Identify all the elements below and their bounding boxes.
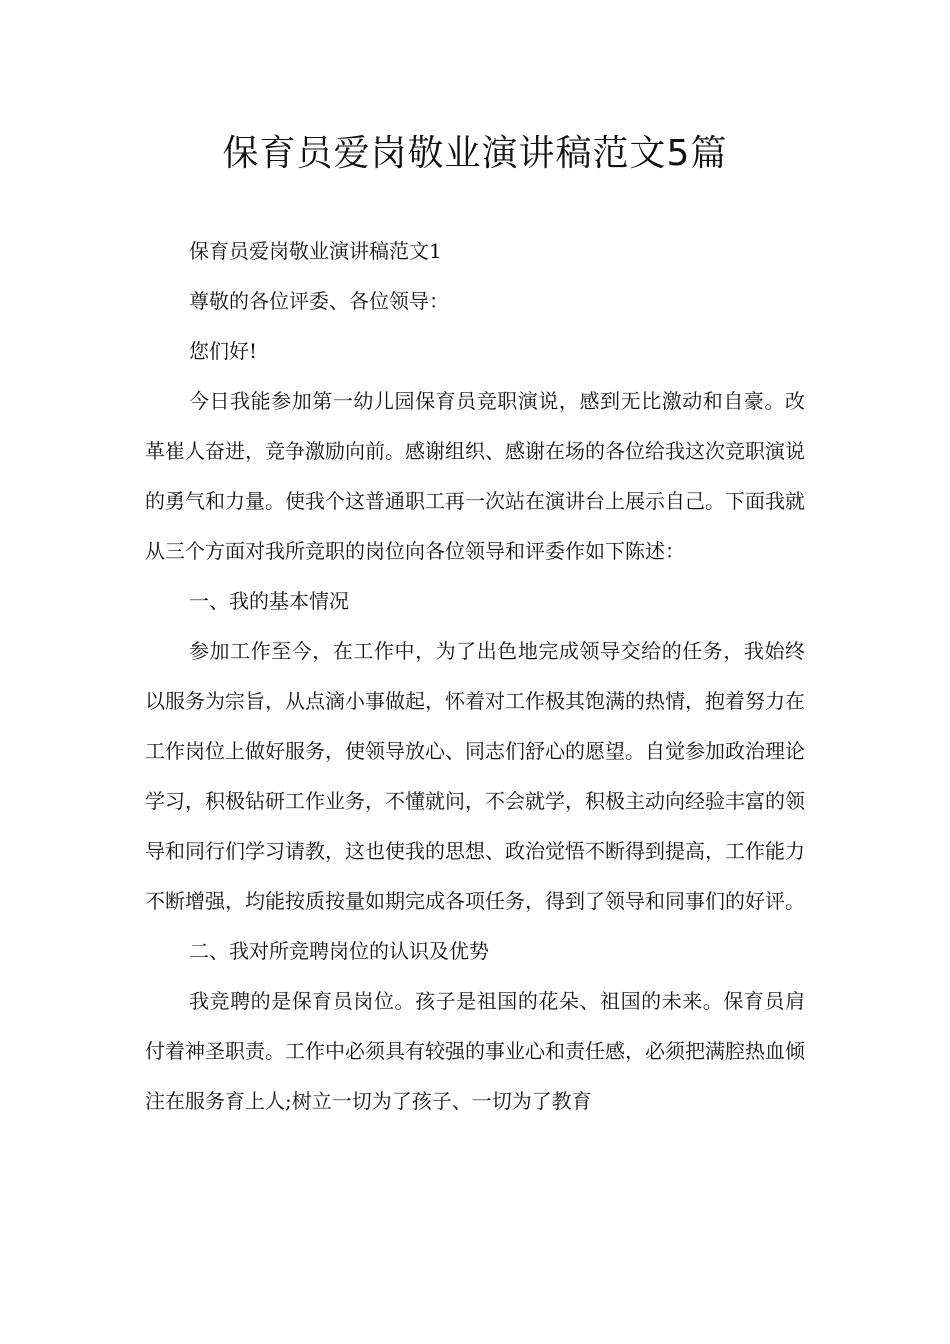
paragraph-intro: 今日我能参加第一幼儿园保育员竞职演说，感到无比激动和自豪。改革崔人奋进，竞争激励向前。感谢组织、感谢在场的各位给我这次竞职演说的勇气和力量。使我个这普通职工再一次站在演讲台上展示自己。下面我就从三个方面对我所竞职的岗位向各位领导和评委作如下陈述：: [145, 389, 805, 563]
paragraph-basic-info: 参加工作至今，在工作中，为了出色地完成领导交给的任务，我始终以服务为宗旨，从点滴小事做起，怀着对工作极其饱满的热情，抱着努力在工作岗位上做好服务，使领导放心、同志们舒心的愿望。自觉参加政治理论学习，积极钻研工作业务，不懂就问，不会就学，积极主动向经验丰富的领导和同行们学习请教，这也使我的思想、政治觉悟不断得到提高，工作能力不断增强，均能按质按量如期完成各项任务，得到了领导和同事们的好评。: [145, 639, 805, 913]
paragraph-greeting: 您们好!: [189, 339, 258, 363]
paragraph-salutation: 尊敬的各位评委、各位领导：: [189, 289, 449, 313]
paragraph-subtitle: 保育员爱岗敬业演讲稿范文1: [189, 239, 442, 263]
paragraph-position: 我竞聘的是保育员岗位。孩子是祖国的花朵、祖国的未来。保育员肩付着神圣职责。工作中必须具有较强的事业心和责任感，必须把满腔热血倾注在服务育上人;树立一切为了孩子、一切为了教育: [145, 989, 805, 1113]
document-title: 保育员爱岗敬业演讲稿范文5篇: [222, 133, 728, 174]
document-body: [145, 226, 805, 1126]
section-heading-1: 一、我的基本情况: [189, 589, 349, 613]
section-heading-2: 二、我对所竞聘岗位的认识及优势: [189, 939, 489, 963]
